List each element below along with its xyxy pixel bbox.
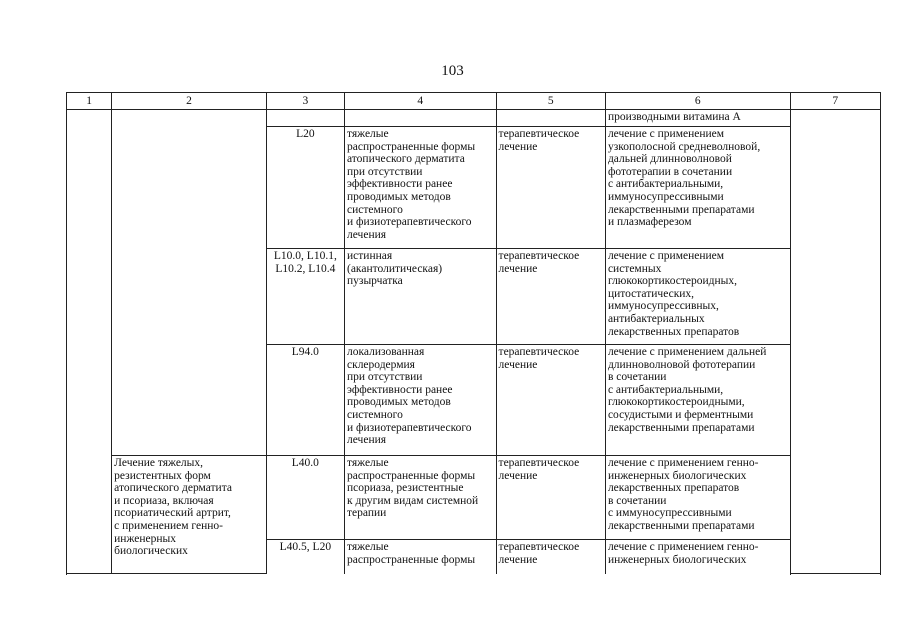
codes-cell — [266, 110, 344, 127]
method-cell: производными витамина А — [605, 110, 790, 127]
codes-cell: L20 — [266, 127, 344, 249]
table-row — [67, 110, 881, 127]
header-cell-5: 5 — [496, 93, 605, 110]
method-cell: лечение с применением системных глюкокортикостероидных, цитостатических, иммуносупрессивных, антибактериальных лекарственных препаратов — [605, 249, 790, 345]
codes-cell: L40.0 — [266, 456, 344, 540]
table-header-row — [67, 93, 881, 110]
header-cell-3: 3 — [266, 93, 344, 110]
method-cell: лечение с применением генно- инженерных биологических — [605, 540, 790, 574]
header-cell-2: 2 — [112, 93, 267, 110]
header-cell-6: 6 — [605, 93, 790, 110]
disease-cell: тяжелые распространенные формы псориаза, резистентные к другим видам системной терапии — [345, 456, 497, 540]
table-row — [67, 456, 881, 540]
treatment-type-cell: терапевтическое лечение — [496, 345, 605, 456]
disease-cell — [345, 110, 497, 127]
group-name-cell-empty — [112, 110, 267, 456]
disease-cell: истинная (акантолитическая) пузырчатка — [345, 249, 497, 345]
header-cell-7: 7 — [790, 93, 880, 110]
disease-cell: тяжелые распространенные формы атопического дерматита при отсутствии эффективности ранее проводимых методов системного и физиотерапевтического лечения — [345, 127, 497, 249]
treatment-type-cell: терапевтическое лечение — [496, 456, 605, 540]
group-number-cell — [67, 110, 112, 574]
codes-cell: L40.5, L20 — [266, 540, 344, 574]
disease-cell: тяжелые распространенные формы — [345, 540, 497, 574]
group-name-cell: Лечение тяжелых, резистентных форм атопического дерматита и псориаза, включая псориатический артрит, с применением генно- инженерных биологических — [112, 456, 267, 574]
header-cell-4: 4 — [345, 93, 497, 110]
codes-cell: L94.0 — [266, 345, 344, 456]
header-cell-1: 1 — [67, 93, 112, 110]
treatment-type-cell: терапевтическое лечение — [496, 127, 605, 249]
medical-care-table — [66, 92, 881, 574]
method-cell: лечение с применением генно- инженерных биологических лекарственных препаратов в сочетании с иммуносупрессивными лекарственными препаратами — [605, 456, 790, 540]
treatment-type-cell — [496, 110, 605, 127]
method-cell: лечение с применением дальней длинноволновой фототерапии в сочетании с антибактериальными, глюкокортикостероидными, сосудистыми и ферментными лекарственными препаратами — [605, 345, 790, 456]
codes-cell: L10.0, L10.1, L10.2, L10.4 — [266, 249, 344, 345]
page-number: 103 — [441, 63, 464, 79]
method-cell: лечение с применением узкополосной средневолновой, дальней длинноволновой фототерапии в сочетании с антибактериальными, иммуносупрессивными лекарственными препаратами и плазмаферезом — [605, 127, 790, 249]
treatment-type-cell: терапевтическое лечение — [496, 249, 605, 345]
volume-cell — [790, 110, 880, 574]
disease-cell: локализованная склеродермия при отсутствии эффективности ранее проводимых методов системного и физиотерапевтического лечения — [345, 345, 497, 456]
treatment-type-cell: терапевтическое лечение — [496, 540, 605, 574]
